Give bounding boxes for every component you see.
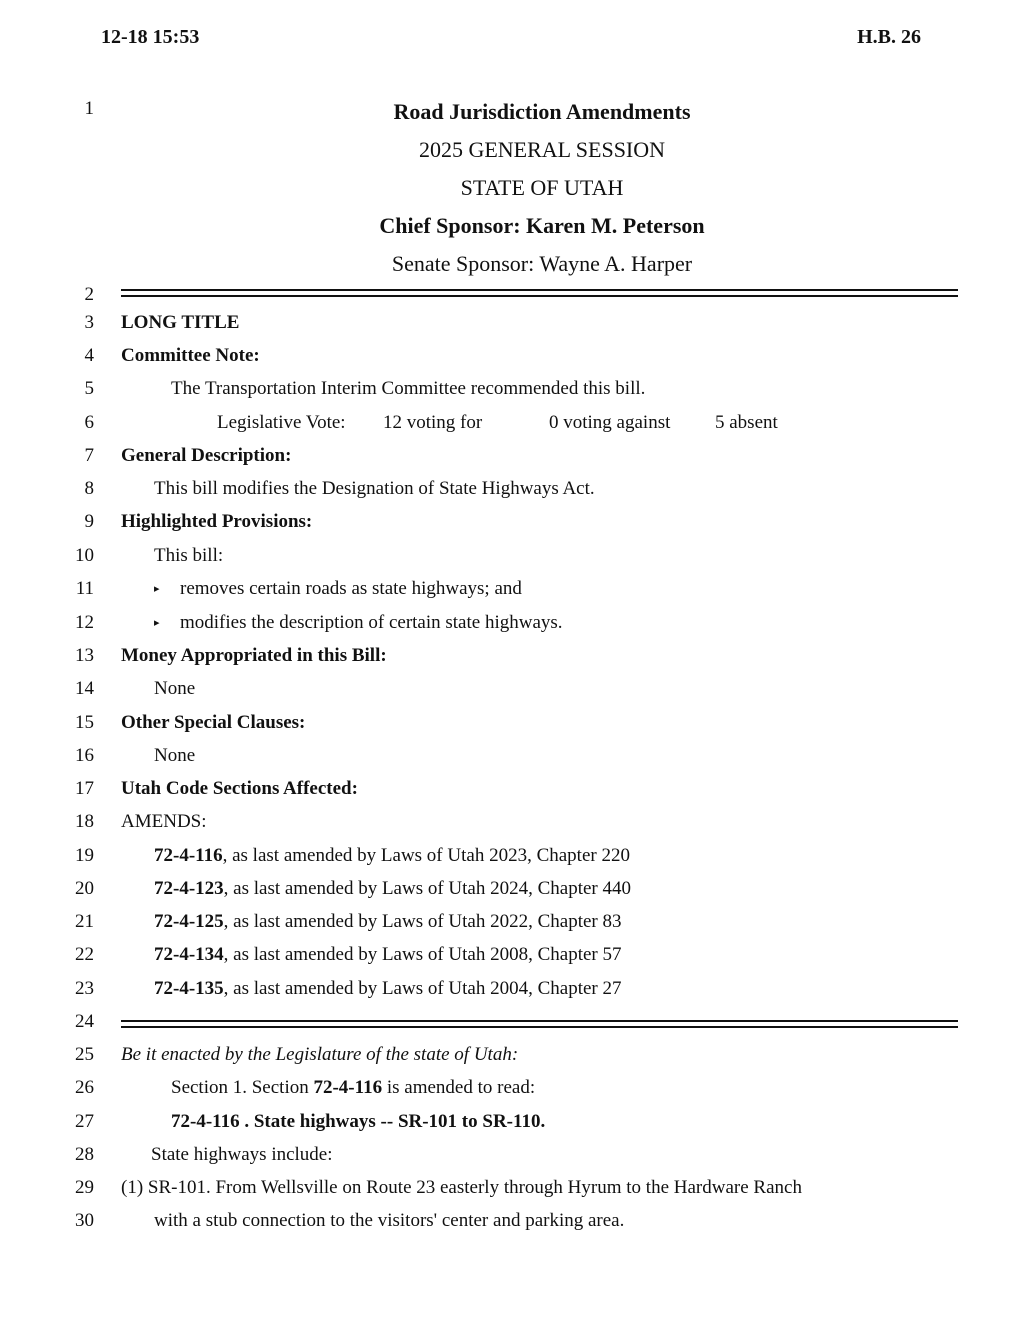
line-number: 1 [84, 98, 94, 119]
line-number: 16 [75, 745, 94, 766]
section-code: 72-4-116 [154, 845, 223, 866]
vote-absent: 5 absent [715, 412, 778, 433]
list-item-text: removes certain roads as state highways; and [180, 578, 522, 599]
chief-sponsor: Chief Sponsor: Karen M. Peterson [379, 213, 705, 238]
line-number: 14 [75, 678, 94, 699]
section-entry [154, 877, 631, 901]
line-number: 25 [75, 1044, 94, 1065]
special-clauses-label: Other Special Clauses: [121, 712, 306, 733]
committee-note-text: The Transportation Interim Committee recommended this bill. [171, 378, 646, 399]
list-item-text: modifies the description of certain state highways. [180, 612, 563, 633]
line-number: 4 [84, 345, 94, 366]
bill-number: H.B. 26 [857, 26, 921, 48]
section-history: , as last amended by Laws of Utah 2004, Chapter 27 [223, 978, 622, 999]
section-code: 72-4-125 [154, 911, 224, 932]
line-number: 15 [75, 712, 94, 733]
line-number: 5 [84, 378, 94, 399]
line-number: 22 [75, 944, 94, 965]
timestamp: 12-18 15:53 [101, 26, 200, 48]
line-number: 30 [75, 1210, 94, 1231]
section-code: 72-4-134 [154, 944, 224, 965]
line-number: 3 [84, 312, 94, 333]
section-entry [154, 910, 622, 934]
vote-for: 12 voting for [383, 412, 483, 433]
line-number: 6 [84, 412, 94, 433]
line-number: 10 [75, 545, 94, 566]
general-description-text: This bill modifies the Designation of State Highways Act. [154, 478, 595, 499]
money-appropriated-text: None [154, 678, 196, 699]
line-number: 20 [75, 878, 94, 899]
vote-against: 0 voting against [549, 412, 671, 433]
special-clauses-text: None [154, 745, 196, 766]
bullet-icon: ▸ [154, 617, 160, 629]
list-item [154, 611, 563, 637]
section-code: 72-4-135 [154, 978, 224, 999]
section-heading: 72-4-116 . State highways -- SR-101 to SR-110. [171, 1111, 546, 1132]
bill-title: Road Jurisdiction Amendments [393, 99, 691, 124]
highlighted-intro: This bill: [154, 545, 224, 566]
line-number: 12 [75, 612, 94, 633]
section-history: , as last amended by Laws of Utah 2023, Chapter 220 [222, 845, 630, 866]
highlighted-provisions-label: Highlighted Provisions: [121, 511, 313, 532]
line-number: 9 [84, 511, 94, 532]
section-entry [154, 844, 630, 868]
double-rule-top [121, 289, 958, 297]
section-entry [154, 943, 622, 967]
section-history: , as last amended by Laws of Utah 2024, Chapter 440 [223, 878, 632, 899]
section-intro-prefix: Section 1. Section [171, 1077, 314, 1098]
line-number: 26 [75, 1077, 94, 1098]
committee-note-label: Committee Note: [121, 345, 260, 366]
line-number: 17 [75, 778, 94, 799]
general-description-label: General Description: [121, 445, 292, 466]
money-appropriated-label: Money Appropriated in this Bill: [121, 645, 387, 666]
section-intro [171, 1076, 535, 1100]
line-number: 27 [75, 1111, 94, 1132]
section-history: , as last amended by Laws of Utah 2008, Chapter 57 [223, 944, 622, 965]
section-intro-code: 72-4-116 [313, 1077, 383, 1098]
state: STATE OF UTAH [460, 175, 624, 200]
line-number: 11 [75, 578, 94, 599]
line-number: 18 [75, 811, 94, 832]
line-number: 29 [75, 1177, 94, 1198]
bullet-icon: ▸ [154, 583, 160, 595]
sections-affected-label: Utah Code Sections Affected: [121, 778, 358, 799]
senate-sponsor: Senate Sponsor: Wayne A. Harper [391, 251, 693, 276]
line-number: 28 [75, 1144, 94, 1165]
section-code: 72-4-123 [154, 878, 224, 899]
enacting-clause: Be it enacted by the Legislature of the state of Utah: [121, 1044, 519, 1065]
line-number: 7 [84, 445, 94, 466]
section-history: , as last amended by Laws of Utah 2022, Chapter 83 [223, 911, 622, 932]
list-item [154, 577, 522, 603]
vote-label: Legislative Vote: [217, 412, 346, 433]
line-number: 21 [75, 911, 94, 932]
item-1-line-2: with a stub connection to the visitors' center and parking area. [154, 1210, 625, 1231]
line-number: 13 [75, 645, 94, 666]
section-intro-suffix: is amended to read: [382, 1077, 536, 1098]
state-highways-include: State highways include: [151, 1144, 333, 1165]
amends-label: AMENDS: [121, 811, 207, 832]
line-number: 23 [75, 978, 94, 999]
line-number: 8 [84, 478, 94, 499]
line-number: 2 [84, 284, 94, 305]
line-number: 24 [75, 1011, 94, 1032]
double-rule-bottom [121, 1020, 958, 1028]
session: 2025 GENERAL SESSION [418, 137, 666, 162]
section-entry [154, 977, 622, 1001]
item-1-line-1: (1) SR-101. From Wellsville on Route 23 easterly through Hyrum to the Hardware Ranch [121, 1177, 802, 1198]
long-title-heading: LONG TITLE [121, 312, 240, 333]
line-number: 19 [75, 845, 94, 866]
